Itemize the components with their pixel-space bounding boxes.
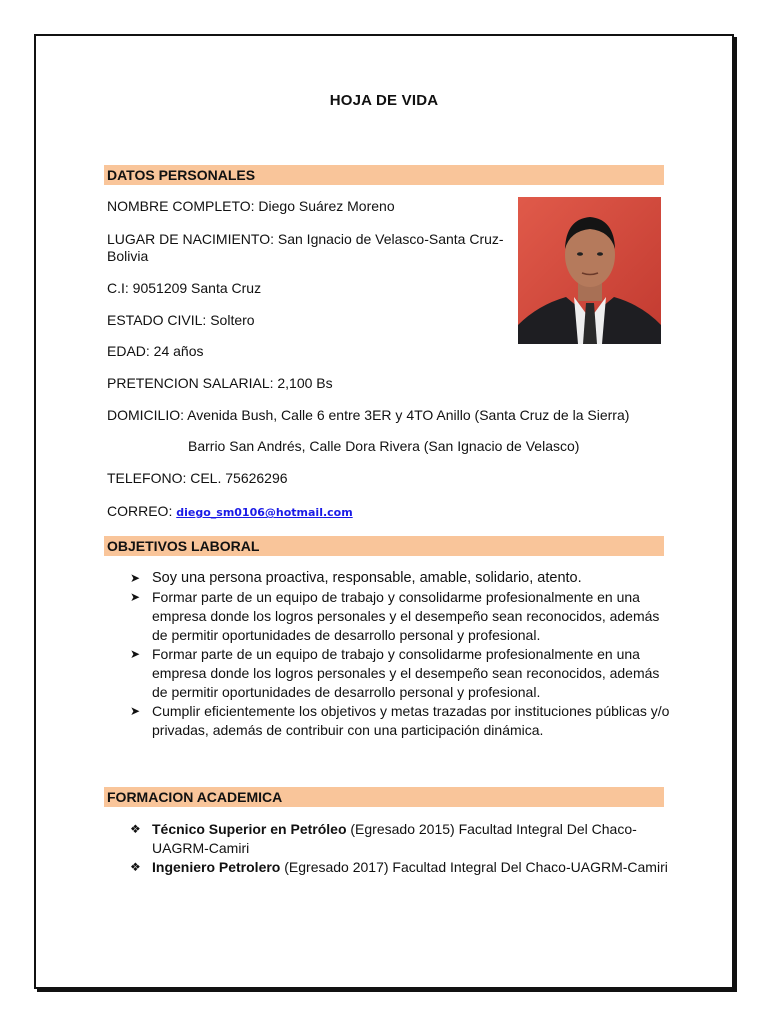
list-item: ➤ Cumplir eficientemente los objetivos y metas trazadas por instituciones públicas y/o privadas, además de contribuir con una participación dinámica.: [130, 703, 670, 738]
list-item: ➤ Formar parte de un equipo de trabajo y consolidarme profesionalmente en una empresa donde los logros personales y el desempeño sean reconocidos, además de permitir oportunidades de desarrollo personal y profesional.: [130, 646, 660, 700]
full-name: NOMBRE COMPLETO: Diego Suárez Moreno: [107, 198, 395, 214]
diamond-icon: ❖: [130, 860, 141, 874]
age: EDAD: 24 años: [107, 343, 204, 359]
civil-status: ESTADO CIVIL: Soltero: [107, 312, 255, 328]
arrowhead-icon: ➤: [130, 590, 141, 604]
list-item: ❖ Técnico Superior en Petróleo (Egresado 2015) Facultad Integral Del Chaco-UAGRM-Camiri: [130, 821, 637, 856]
objectives-list: [130, 569, 670, 740]
education-list: [130, 820, 670, 877]
email-row: [107, 503, 353, 521]
ci-number: C.I: 9051209 Santa Cruz: [107, 280, 262, 296]
list-item: ➤ Formar parte de un equipo de trabajo y consolidarme profesionalmente en una empresa donde los logros personales y el desempeño sean reconocidos, además de permitir oportunidades de desarrollo personal y profesional.: [130, 589, 660, 643]
address-secondary: Barrio San Andrés, Calle Dora Rivera (San Ignacio de Velasco): [188, 438, 580, 454]
email-label: CORREO:: [107, 503, 177, 519]
section-personal-data: DATOS PERSONALES: [104, 165, 664, 185]
phone: TELEFONO: CEL. 75626296: [107, 470, 288, 486]
diamond-icon: ❖: [130, 822, 141, 836]
list-item: ❖ Ingeniero Petrolero (Egresado 2017) Facultad Integral Del Chaco-UAGRM-Camiri: [130, 859, 668, 875]
arrowhead-icon: ➤: [130, 704, 141, 718]
arrowhead-icon: ➤: [130, 647, 141, 661]
section-education: FORMACION ACADEMICA: [104, 787, 664, 807]
address-primary: DOMICILIO: Avenida Bush, Calle 6 entre 3ER y 4TO Anillo (Santa Cruz de la Sierra): [107, 407, 630, 423]
salary-expectation: PRETENCION SALARIAL: 2,100 Bs: [107, 375, 333, 391]
section-objectives: OBJETIVOS LABORAL: [104, 536, 664, 556]
birthplace: LUGAR DE NACIMIENTO: San Ignacio de Velasco-Santa Cruz-Bolivia: [107, 231, 504, 264]
arrowhead-icon: ➤: [130, 571, 141, 585]
list-item: ➤ Soy una persona proactiva, responsable, amable, solidario, atento.: [130, 570, 582, 586]
document-title: HOJA DE VIDA: [329, 92, 439, 109]
email-link[interactable]: diego_sm0106@hotmail.com: [176, 506, 353, 519]
profile-photo: [518, 197, 661, 344]
